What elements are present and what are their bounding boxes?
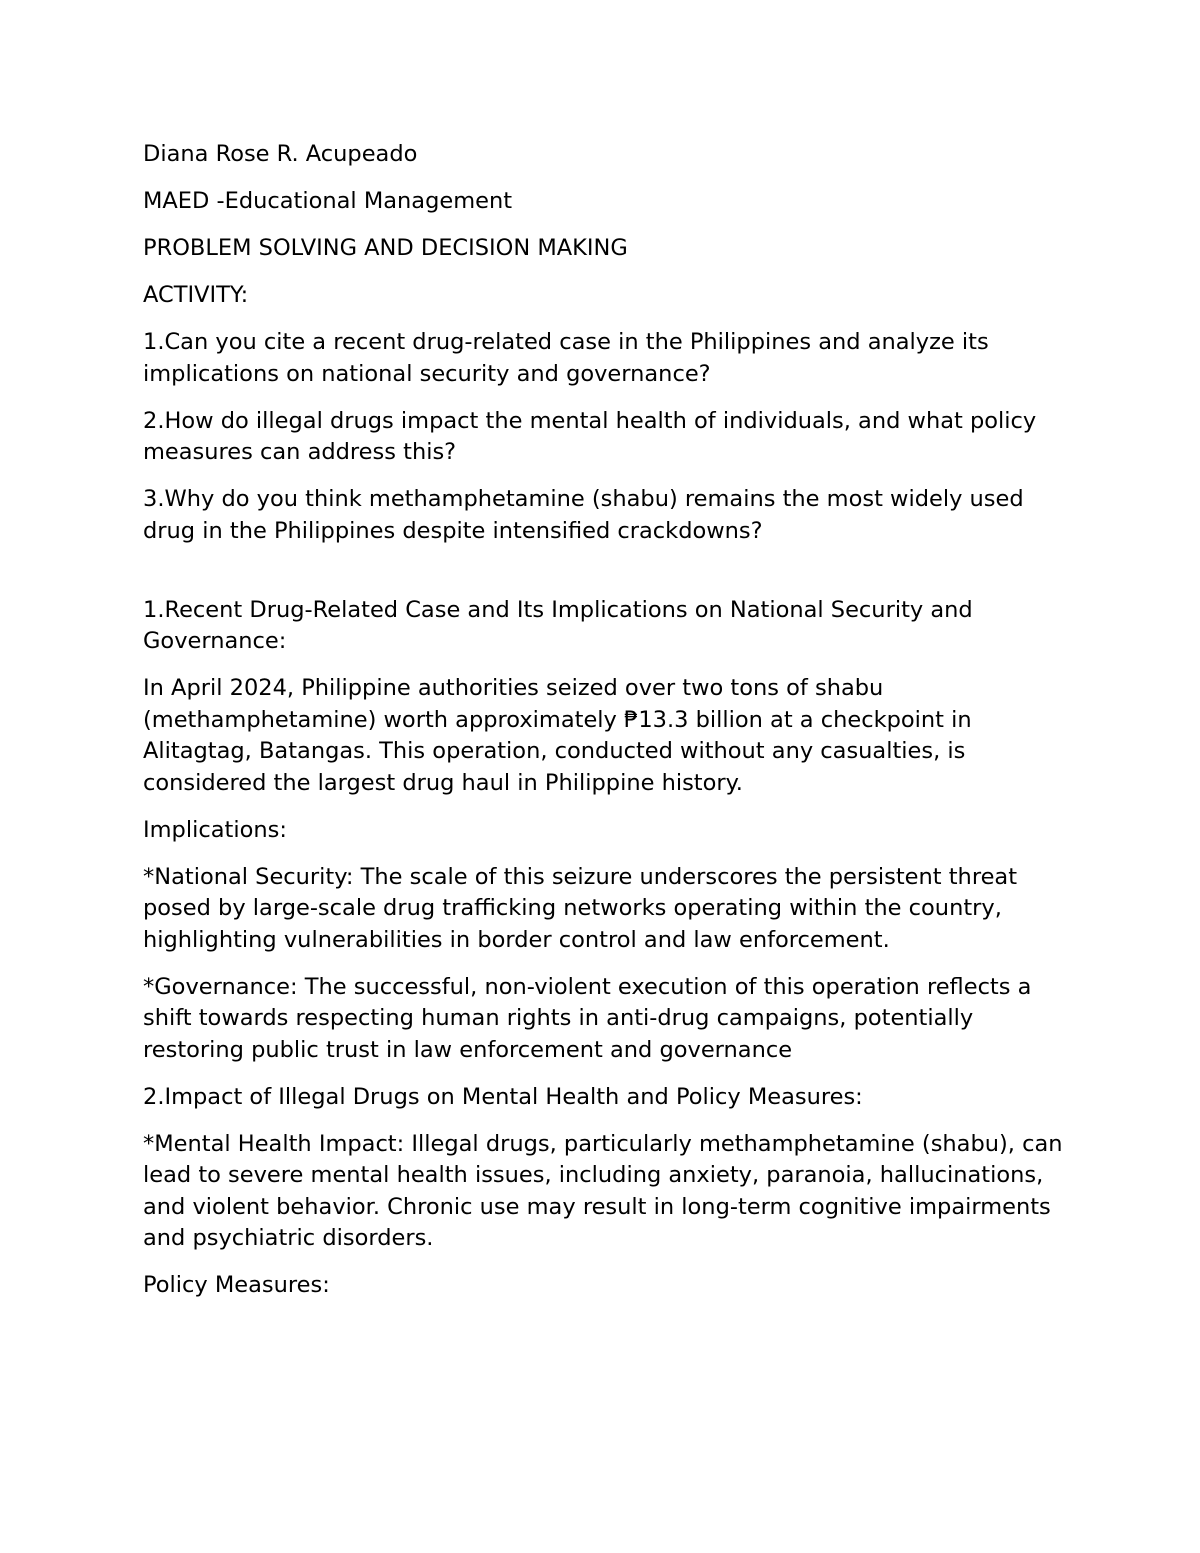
program-name: MAED -Educational Management (143, 188, 513, 214)
author-name: Diana Rose R. Acupeado (143, 141, 418, 167)
mental-health-impact-paragraph: *Mental Health Impact: Illegal drugs, particularly methamphetamine (shabu), can lead to severe mental health issues, including anxiety, paranoia, hallucinations, and violent behavior. Chronic use may result in long-term cognitive impairments and psychiatric disorders. (143, 1130, 1063, 1251)
section-1-body: In April 2024, Philippine authorities seized over two tons of shabu (methamphetamine) worth approximately ₱13.3 billion at a checkpoint in Alitagtag, Batangas. This operation, conducted without any casualties, is considered the largest drug haul in Philippine history. (143, 675, 972, 796)
national-security-paragraph: *National Security: The scale of this seizure underscores the persistent threat posed by large-scale drug trafficking networks operating within the country, highlighting vulnerabilities in border control and law enforcement. (143, 863, 1018, 953)
question-1: 1.Can you cite a recent drug-related case in the Philippines and analyze its implications on national security and governance? (143, 329, 989, 387)
blank-line (143, 563, 1078, 595)
activity-label: ACTIVITY: (143, 282, 249, 308)
question-2: 2.How do illegal drugs impact the mental health of individuals, and what policy measures can address this? (143, 407, 1037, 465)
section-1-heading: 1.Recent Drug-Related Case and Its Implications on National Security and Governance: (143, 596, 973, 654)
implications-label: Implications: (143, 816, 287, 843)
question-3: 3.Why do you think methamphetamine (shabu) remains the most widely used drug in the Philippines despite intensified crackdowns? (143, 486, 1024, 544)
section-2-heading: 2.Impact of Illegal Drugs on Mental Health and Policy Measures: (143, 1083, 863, 1110)
course-title: PROBLEM SOLVING AND DECISION MAKING (143, 235, 628, 261)
governance-paragraph: *Governance: The successful, non-violent execution of this operation reflects a shift towards respecting human rights in anti-drug campaigns, potentially restoring public trust in law enforcement and governance (143, 973, 1032, 1063)
document-body (143, 139, 1078, 1317)
policy-measures-label: Policy Measures: (143, 1272, 330, 1298)
